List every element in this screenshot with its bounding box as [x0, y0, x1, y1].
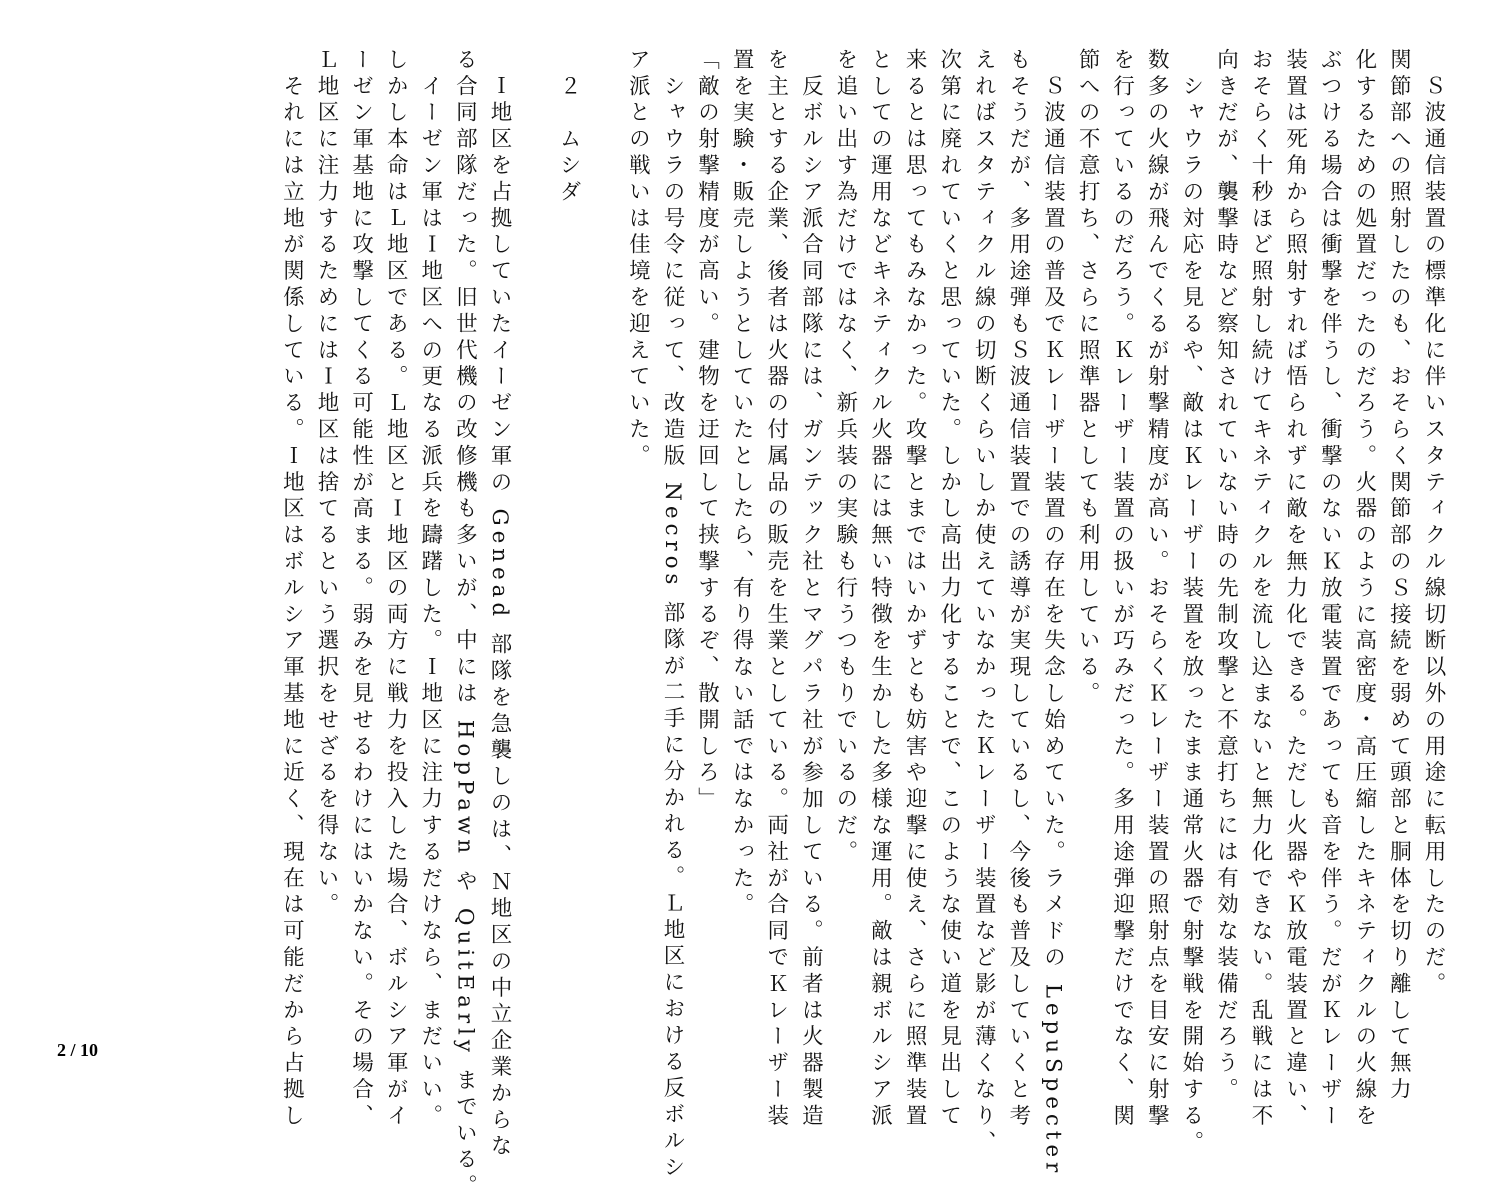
text-column: Ｌ地区に注力するためにはＩ地区は捨てるという選択をせざるを得ない。	[314, 48, 339, 920]
text-column: ぶつける場合は衝撃を伴うし、衝撃のないＫ放電装置であっても音を伴う。だがＫレーザー	[1317, 48, 1343, 1131]
text-column: を行っているのだろう。Ｋレーザー装置の扱いが巧みだった。多用途弾迎撃だけでなく、関	[1109, 48, 1135, 1131]
text-column: 節への不意打ち、さらに照準器としても利用している。	[1075, 48, 1101, 708]
vertical-text-body	[274, 48, 1450, 1201]
text-column: を主とする企業、後者は火器の付属品の販売を生業としている。両社が合同でＫレーザー装	[763, 48, 789, 1131]
text-column: おそらく十秒ほど照射し続けてキネティクルを流し込まないと無力化できない。乱戦には不	[1248, 48, 1274, 1131]
text-column: 化するための処置だったのだろう。火器のように高密度・高圧縮したキネティクルの火線を	[1351, 48, 1377, 1131]
text-column: としての運用などキネティクル火器には無い特徴を生かした多様な運用。敵は親ボルシア派	[867, 48, 893, 1131]
blank-column	[516, 48, 551, 1028]
text-column: ア派との戦いは佳境を迎えていた。	[625, 48, 651, 471]
text-column: ーゼン軍基地に攻撃してくる可能性が高まる。弱みを見せるわけにはいかない。その場合、	[348, 48, 374, 1131]
text-column: 来るとは思ってもみなかった。攻撃とまではいかずとも妨害や迎撃に使え、さらに照準装置	[902, 48, 928, 1131]
text-column: Ｉ地区を占拠していたイーゼン軍の Genead 部隊を急襲しのは、Ｎ地区の中立企業からな	[486, 48, 512, 1161]
text-column: シャウラの対応を見るや、敵はＫレーザー装置を放ったまま通常火器で射撃戦を開始する。	[1178, 48, 1204, 1157]
text-column: る合同部隊だった。旧世代機の改修機も多いが、中には HopPawn や QuitEarly までいる。	[452, 48, 478, 1201]
text-column: 数多の火線が飛んでくるが射撃精度が高い。おそらくＫレーザー装置の照射点を目安に射撃	[1144, 48, 1170, 1131]
dialogue-column: 「敵の射撃精度が高い。建物を迂回して挟撃するぞ、散開しろ」	[694, 48, 720, 814]
text-column: を追い出す為だけではなく、新兵装の実験も行うつもりでいるのだ。	[832, 48, 858, 867]
text-column: もそうだが、多用途弾もＳ波通信装置での誘導が実現しているし、今後も普及していくと考	[1005, 48, 1031, 1131]
text-column: しかし本命はＬ地区である。Ｌ地区とＩ地区の両方に戦力を投入した場合、ボルシア軍がイ	[383, 48, 409, 1131]
text-column: 向きだが、襲撃時など察知されていない時の先制攻撃と不意打ちには有効な装備だろう。	[1213, 48, 1239, 1104]
blank-column	[585, 48, 620, 1028]
text-column: 関節部への照射したのも、おそらく関節部のＳ接続を弱めて頭部と胴体を切り離して無力	[1386, 48, 1412, 1104]
text-column: えればスタティクル線の切断くらいしか使えていなかったＫレーザー装置など影が薄くなり、	[971, 48, 997, 1157]
text-column: シャウラの号令に従って、改造版 Necros 部隊が二手に分かれる。Ｌ地区における反ボルシ	[659, 48, 685, 1182]
text-column: それには立地が関係している。Ｉ地区はボルシア軍基地に近く、現在は可能だから占拠し	[279, 48, 305, 1131]
text-column: 次第に廃れていくと思っていた。しかし高出力化することで、このような使い道を見出して	[936, 48, 962, 1131]
text-column: Ｓ波通信装置の普及でＫレーザー装置の存在を失念し始めていた。ラメドの LepuSpecter	[1040, 48, 1066, 1178]
text-column: 装置は死角から照射すれば悟られずに敵を無力化できる。ただし火器やＫ放電装置と違い、	[1282, 48, 1308, 1131]
section-heading: ２ ムシダ	[556, 48, 582, 207]
text-column: 置を実験・販売しようとしていたとしたら、有り得ない話ではなかった。	[729, 48, 755, 920]
text-column: Ｓ波通信装置の標準化に伴いスタティクル線切断以外の用途に転用したのだ。	[1421, 48, 1446, 999]
text-column: イーゼン軍はＩ地区への更なる派兵を躊躇した。Ｉ地区に注力するだけなら、まだいい。	[417, 48, 443, 1131]
page-indicator: 2 / 10	[57, 1040, 99, 1060]
text-column: 反ボルシア派合同部隊には、ガンテック社とマグパラ社が参加している。前者は火器製造	[798, 48, 824, 1131]
